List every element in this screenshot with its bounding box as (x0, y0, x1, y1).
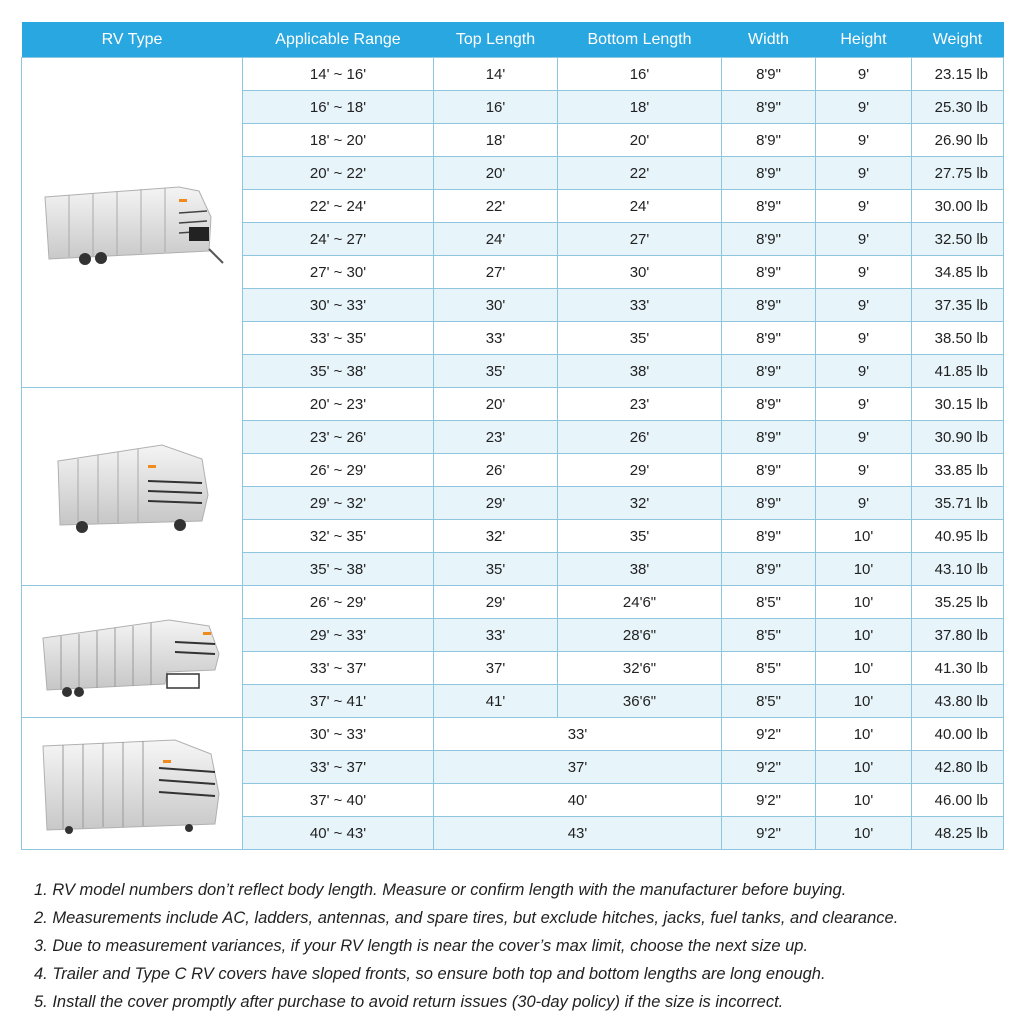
height-cell: 10' (816, 685, 912, 718)
bottom-length-cell: 38' (558, 553, 722, 586)
weight-cell: 30.90 lb (912, 421, 1004, 454)
height-cell: 10' (816, 586, 912, 619)
range-cell: 32' ~ 35' (243, 520, 434, 553)
notes-list (34, 876, 1004, 1016)
weight-cell: 40.95 lb (912, 520, 1004, 553)
width-cell: 9'2" (722, 751, 816, 784)
weight-cell: 40.00 lb (912, 718, 1004, 751)
note-item: 4. Trailer and Type C RV covers have sloped fronts, so ensure both top and bottom lengths are long enough. (34, 965, 826, 983)
weight-cell: 46.00 lb (912, 784, 1004, 817)
range-cell: 37' ~ 41' (243, 685, 434, 718)
height-cell: 10' (816, 718, 912, 751)
top-length-cell: 20' (434, 157, 558, 190)
range-cell: 26' ~ 29' (243, 454, 434, 487)
length-cell: 40' (434, 784, 722, 817)
height-cell: 9' (816, 487, 912, 520)
travel-trailer-cover-image (22, 58, 243, 388)
width-cell: 8'9" (722, 256, 816, 289)
top-length-cell: 33' (434, 322, 558, 355)
top-length-cell: 26' (434, 454, 558, 487)
weight-cell: 34.85 lb (912, 256, 1004, 289)
class-a-rv-cover-image (39, 734, 225, 834)
range-cell: 37' ~ 40' (243, 784, 434, 817)
height-cell: 9' (816, 91, 912, 124)
range-cell: 33' ~ 37' (243, 751, 434, 784)
weight-cell: 35.25 lb (912, 586, 1004, 619)
height-cell: 9' (816, 421, 912, 454)
width-cell: 8'9" (722, 388, 816, 421)
class-a-rv-cover-image (22, 718, 243, 850)
header-top-length: Top Length (434, 22, 558, 58)
top-length-cell: 35' (434, 355, 558, 388)
bottom-length-cell: 29' (558, 454, 722, 487)
class-c-rv-cover-image (22, 388, 243, 586)
range-cell: 20' ~ 22' (243, 157, 434, 190)
weight-cell: 37.80 lb (912, 619, 1004, 652)
weight-cell: 41.30 lb (912, 652, 1004, 685)
bottom-length-cell: 16' (558, 58, 722, 91)
width-cell: 9'2" (722, 784, 816, 817)
height-cell: 10' (816, 520, 912, 553)
width-cell: 8'9" (722, 421, 816, 454)
height-cell: 10' (816, 751, 912, 784)
bottom-length-cell: 22' (558, 157, 722, 190)
bottom-length-cell: 26' (558, 421, 722, 454)
header-bottom-length: Bottom Length (558, 22, 722, 58)
range-cell: 30' ~ 33' (243, 718, 434, 751)
width-cell: 8'9" (722, 190, 816, 223)
range-cell: 35' ~ 38' (243, 553, 434, 586)
top-length-cell: 20' (434, 388, 558, 421)
width-cell: 8'9" (722, 520, 816, 553)
width-cell: 8'9" (722, 553, 816, 586)
width-cell: 8'9" (722, 157, 816, 190)
length-cell: 37' (434, 751, 722, 784)
width-cell: 8'9" (722, 289, 816, 322)
width-cell: 8'5" (722, 652, 816, 685)
top-length-cell: 22' (434, 190, 558, 223)
range-cell: 23' ~ 26' (243, 421, 434, 454)
range-cell: 22' ~ 24' (243, 190, 434, 223)
table-row (22, 718, 1004, 751)
height-cell: 10' (816, 652, 912, 685)
bottom-length-cell: 32' (558, 487, 722, 520)
top-length-cell: 33' (434, 619, 558, 652)
length-cell: 43' (434, 817, 722, 850)
fifth-wheel-cover-image (22, 586, 243, 718)
bottom-length-cell: 35' (558, 322, 722, 355)
bottom-length-cell: 20' (558, 124, 722, 157)
bottom-length-cell: 33' (558, 289, 722, 322)
bottom-length-cell: 18' (558, 91, 722, 124)
weight-cell: 30.00 lb (912, 190, 1004, 223)
bottom-length-cell: 32'6" (558, 652, 722, 685)
bottom-length-cell: 23' (558, 388, 722, 421)
note-item: 1. RV model numbers don’t reflect body length. Measure or confirm length with the manufacturer before buying. (34, 881, 847, 899)
height-cell: 9' (816, 190, 912, 223)
top-length-cell: 37' (434, 652, 558, 685)
bottom-length-cell: 36'6" (558, 685, 722, 718)
table-row (22, 586, 1004, 619)
height-cell: 9' (816, 124, 912, 157)
weight-cell: 43.10 lb (912, 553, 1004, 586)
height-cell: 9' (816, 289, 912, 322)
note-item: 2. Measurements include AC, ladders, antennas, and spare tires, but exclude hitches, jacks, fuel tanks, and clearance. (34, 909, 899, 927)
range-cell: 33' ~ 37' (243, 652, 434, 685)
bottom-length-cell: 24' (558, 190, 722, 223)
weight-cell: 30.15 lb (912, 388, 1004, 421)
travel-trailer-cover-image (39, 173, 225, 273)
range-cell: 33' ~ 35' (243, 322, 434, 355)
weight-cell: 35.71 lb (912, 487, 1004, 520)
width-cell: 8'9" (722, 223, 816, 256)
height-cell: 9' (816, 355, 912, 388)
length-cell: 33' (434, 718, 722, 751)
top-length-cell: 35' (434, 553, 558, 586)
range-cell: 20' ~ 23' (243, 388, 434, 421)
height-cell: 10' (816, 553, 912, 586)
height-cell: 10' (816, 784, 912, 817)
fifth-wheel-cover-image (39, 604, 225, 700)
range-cell: 29' ~ 33' (243, 619, 434, 652)
top-length-cell: 23' (434, 421, 558, 454)
height-cell: 9' (816, 388, 912, 421)
table-row (22, 388, 1004, 421)
weight-cell: 33.85 lb (912, 454, 1004, 487)
weight-cell: 25.30 lb (912, 91, 1004, 124)
width-cell: 8'9" (722, 124, 816, 157)
bottom-length-cell: 24'6" (558, 586, 722, 619)
width-cell: 8'9" (722, 58, 816, 91)
header-height: Height (816, 22, 912, 58)
width-cell: 9'2" (722, 817, 816, 850)
weight-cell: 43.80 lb (912, 685, 1004, 718)
weight-cell: 38.50 lb (912, 322, 1004, 355)
range-cell: 40' ~ 43' (243, 817, 434, 850)
width-cell: 9'2" (722, 718, 816, 751)
top-length-cell: 32' (434, 520, 558, 553)
range-cell: 16' ~ 18' (243, 91, 434, 124)
top-length-cell: 18' (434, 124, 558, 157)
weight-cell: 27.75 lb (912, 157, 1004, 190)
width-cell: 8'9" (722, 355, 816, 388)
range-cell: 35' ~ 38' (243, 355, 434, 388)
header-applicable-range: Applicable Range (243, 22, 434, 58)
range-cell: 14' ~ 16' (243, 58, 434, 91)
table-header-row (22, 22, 1004, 58)
width-cell: 8'9" (722, 91, 816, 124)
bottom-length-cell: 27' (558, 223, 722, 256)
header-width: Width (722, 22, 816, 58)
bottom-length-cell: 28'6" (558, 619, 722, 652)
top-length-cell: 41' (434, 685, 558, 718)
range-cell: 18' ~ 20' (243, 124, 434, 157)
top-length-cell: 24' (434, 223, 558, 256)
range-cell: 24' ~ 27' (243, 223, 434, 256)
bottom-length-cell: 35' (558, 520, 722, 553)
height-cell: 9' (816, 223, 912, 256)
table-row (22, 58, 1004, 91)
note-item: 5. Install the cover promptly after purchase to avoid return issues (30-day policy) if the size is incorrect. (34, 993, 784, 1011)
weight-cell: 32.50 lb (912, 223, 1004, 256)
bottom-length-cell: 30' (558, 256, 722, 289)
top-length-cell: 29' (434, 586, 558, 619)
range-cell: 27' ~ 30' (243, 256, 434, 289)
top-length-cell: 29' (434, 487, 558, 520)
width-cell: 8'5" (722, 685, 816, 718)
top-length-cell: 16' (434, 91, 558, 124)
weight-cell: 41.85 lb (912, 355, 1004, 388)
class-c-rv-cover-image (52, 435, 212, 539)
top-length-cell: 30' (434, 289, 558, 322)
weight-cell: 48.25 lb (912, 817, 1004, 850)
height-cell: 10' (816, 619, 912, 652)
size-chart-table (21, 22, 1004, 850)
width-cell: 8'9" (722, 454, 816, 487)
weight-cell: 26.90 lb (912, 124, 1004, 157)
note-item: 3. Due to measurement variances, if your RV length is near the cover’s max limit, choose the next size up. (34, 937, 809, 955)
range-cell: 30' ~ 33' (243, 289, 434, 322)
height-cell: 9' (816, 157, 912, 190)
weight-cell: 23.15 lb (912, 58, 1004, 91)
range-cell: 29' ~ 32' (243, 487, 434, 520)
width-cell: 8'9" (722, 487, 816, 520)
width-cell: 8'5" (722, 619, 816, 652)
header-weight: Weight (912, 22, 1004, 58)
top-length-cell: 27' (434, 256, 558, 289)
weight-cell: 37.35 lb (912, 289, 1004, 322)
height-cell: 9' (816, 454, 912, 487)
height-cell: 9' (816, 322, 912, 355)
top-length-cell: 14' (434, 58, 558, 91)
weight-cell: 42.80 lb (912, 751, 1004, 784)
height-cell: 10' (816, 817, 912, 850)
height-cell: 9' (816, 256, 912, 289)
height-cell: 9' (816, 58, 912, 91)
width-cell: 8'5" (722, 586, 816, 619)
width-cell: 8'9" (722, 322, 816, 355)
bottom-length-cell: 38' (558, 355, 722, 388)
range-cell: 26' ~ 29' (243, 586, 434, 619)
header-rv-type: RV Type (22, 22, 243, 58)
